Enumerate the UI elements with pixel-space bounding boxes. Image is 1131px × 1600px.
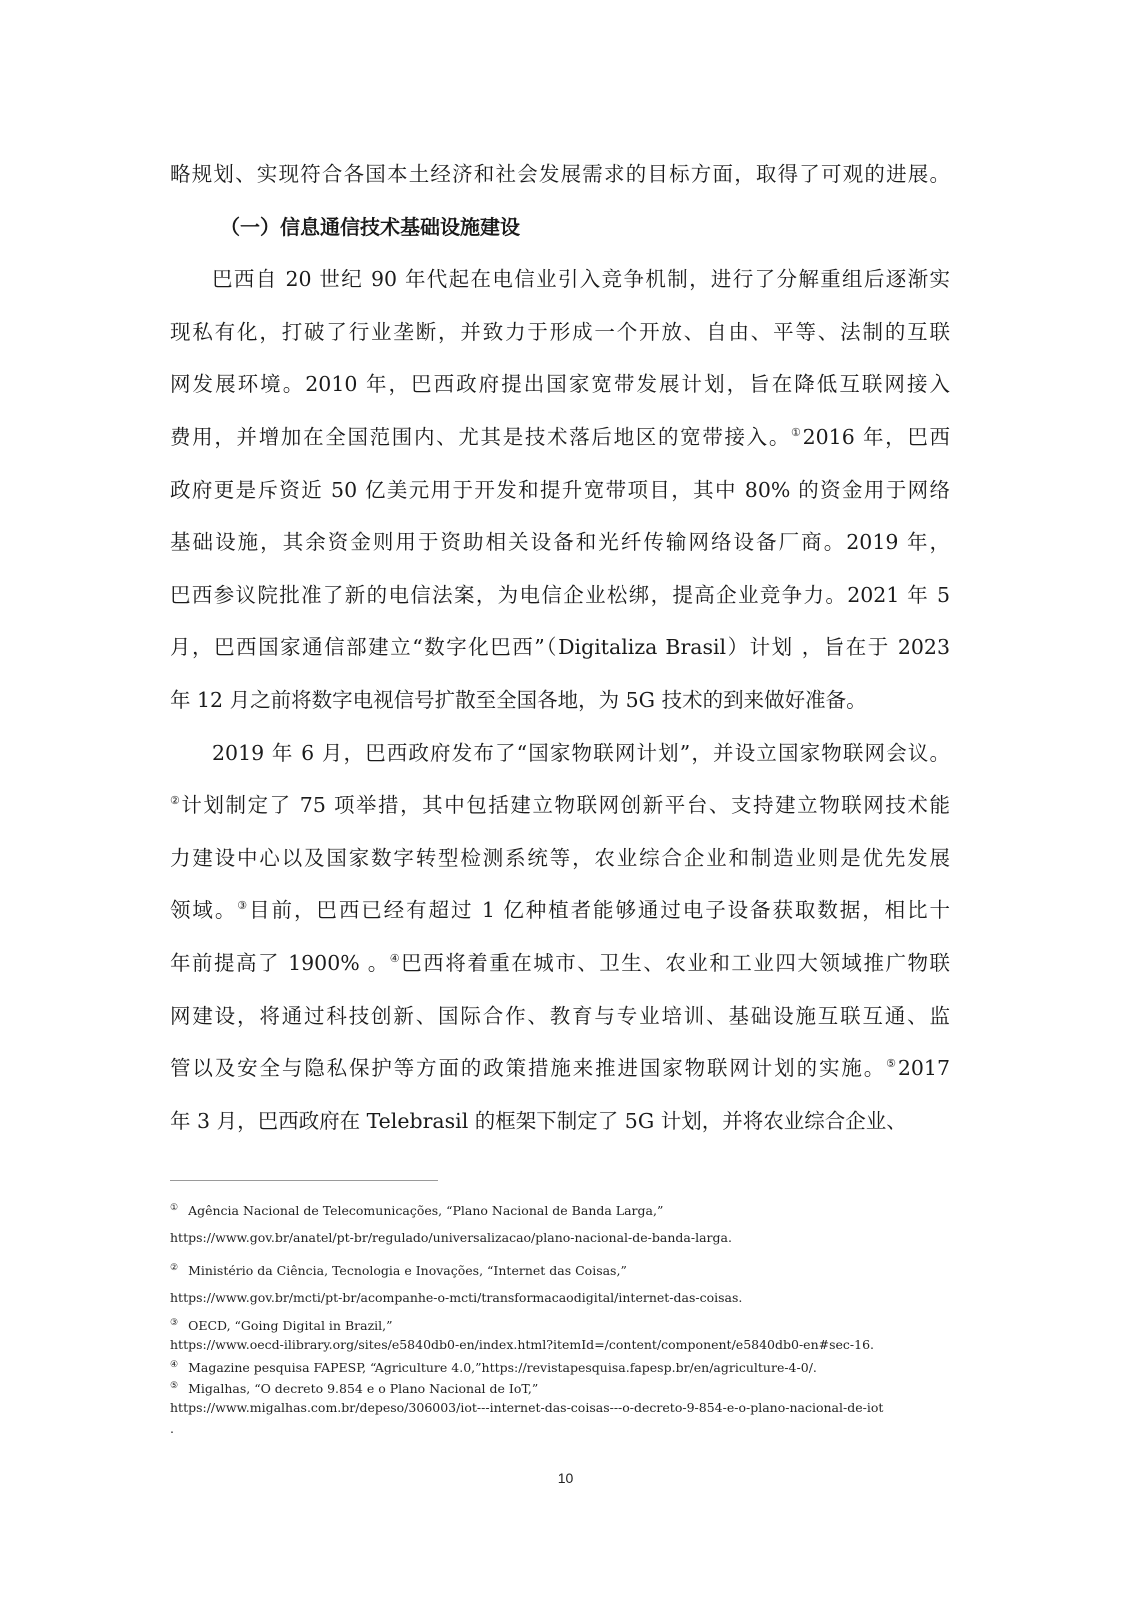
paragraph-2-line-5-text-a: 年前提高了 1900% 。 [170, 950, 390, 975]
paragraph-1-line-9: 年 12 月之前将数字电视信号扩散至全国各地，为 5G 技术的到来做好准备。 [170, 687, 867, 712]
footnote-1-url[interactable]: https://www.gov.br/anatel/pt-br/regulado/universalizacao/plano-nacional-de-banda-larga. [170, 1230, 732, 1245]
paragraph-2-line-3: 力建设中心以及国家数字转型检测系统等，农业综合企业和制造业则是优先发展 [170, 845, 950, 870]
paragraph-2-line-8: 年 3 月，巴西政府在 Telebrasil 的框架下制定了 5G 计划，并将农业综合企业、 [170, 1108, 907, 1133]
body-text [170, 148, 950, 1147]
paragraph-1-line-3: 网发展环境。2010 年，巴西政府提出国家宽带发展计划，旨在降低互联网接入 [170, 372, 950, 397]
paragraph-2-line-2-text: 计划制定了 75 项举措，其中包括建立物联网创新平台、支持建立物联网技术能 [181, 793, 950, 818]
paragraph-2-line-1: 2019 年 6 月，巴西政府发布了“国家物联网计划”，并设立国家物联网会议。 [212, 740, 950, 765]
footnote-ref-4[interactable]: ④ [389, 952, 402, 966]
footnote-5-tail: . [170, 1421, 174, 1436]
footnote-2-url[interactable]: https://www.gov.br/mcti/pt-br/acompanhe-o-mcti/transformacaodigital/internet-das-coisas. [170, 1290, 743, 1305]
footnotes [170, 1193, 950, 1439]
paragraph-2-line-2 [170, 779, 950, 832]
paragraph-2-line-4-text-a: 领域。 [170, 898, 238, 923]
paragraph-2-line-5 [170, 937, 950, 990]
paragraph-1-line-7: 巴西参议院批准了新的电信法案，为电信企业松绑，提高企业竞争力。2021 年 5 [170, 582, 950, 607]
paragraph-1-line-5: 政府更是斥资近 50 亿美元用于开发和提升宽带项目，其中 80% 的资金用于网络 [170, 477, 950, 502]
paragraph-1-line-2: 现私有化，打破了行业垄断，并致力于形成一个开放、自由、平等、法制的互联 [170, 319, 950, 344]
paragraph-1-line-6: 基础设施，其余资金则用于资助相关设备和光纤传输网络设备厂商。2019 年， [170, 530, 950, 555]
footnote-ref-5[interactable]: ⑤ [886, 1057, 898, 1071]
paragraph-1-line-4 [170, 411, 950, 464]
intro-line: 略规划、实现符合各国本土经济和社会发展需求的目标方面，取得了可观的进展。 [170, 162, 950, 186]
section-heading: （一）信息通信技术基础设施建设 [220, 214, 520, 239]
footnote-ref-1[interactable]: ① [791, 426, 803, 440]
paragraph-1-line-8: 月，巴西国家通信部建立“数字化巴西”（Digitaliza Brasil）计划 ，旨在于 2023 [170, 635, 950, 660]
paragraph-2-line-5-text-b: 巴西将着重在城市、卫生、农业和工业四大领域推广物联 [401, 950, 950, 975]
paragraph-2-line-7-text-b: 2017 [897, 1056, 950, 1081]
footnote-3-text: OECD, “Going Digital in Brazil,” [188, 1318, 393, 1334]
footnote-5-text: Migalhas, “O decreto 9.854 e o Plano Nacional de IoT,” [188, 1381, 539, 1397]
footnote-4-text-line [170, 1355, 950, 1376]
footnote-ref-3[interactable]: ③ [237, 899, 250, 913]
footnote-4-mark: ④ [170, 1360, 179, 1370]
paragraph-2-line-7 [170, 1042, 950, 1095]
footnote-3-text-line [170, 1313, 950, 1334]
footnote-1-text-line [170, 1193, 950, 1223]
footnote-1-mark: ① [170, 1203, 179, 1213]
footnote-3-url[interactable]: https://www.oecd-ilibrary.org/sites/e5840db0-en/index.html?itemId=/content/component/e5840db0-en#sec-16. [170, 1337, 875, 1352]
footnote-5-mark: ⑤ [170, 1381, 179, 1391]
footnote-1-text: Agência Nacional de Telecomunicações, “Plano Nacional de Banda Larga,” [188, 1203, 664, 1219]
footnote-divider [170, 1180, 438, 1181]
paragraph-1-line-4-text-b: 2016 年，巴西 [802, 424, 950, 449]
page-number: 10 [557, 1470, 574, 1486]
footnote-2-mark: ② [170, 1263, 179, 1273]
paragraph-1-line-4-text-a: 费用，并增加在全国范围内、尤其是技术落后地区的宽带接入。 [170, 424, 792, 449]
footnote-ref-2[interactable]: ② [170, 794, 182, 808]
footnote-2-text: Ministério da Ciência, Tecnologia e Inovações, “Internet das Coisas,” [188, 1263, 627, 1279]
footnote-3-mark: ③ [170, 1318, 179, 1328]
paragraph-2-line-4 [170, 884, 950, 937]
paragraph-2-line-4-text-b: 目前，巴西已经有超过 1 亿种植者能够通过电子设备获取数据，相比十 [249, 898, 950, 923]
footnote-5-text-line [170, 1376, 950, 1397]
footnote-5-url[interactable]: https://www.migalhas.com.br/depeso/306003/iot---internet-das-coisas---o-decreto-9-854-e-o-plano-nacional-de-iot [170, 1400, 884, 1415]
paragraph-2-line-6: 网建设，将通过科技创新、国际合作、教育与专业培训、基础设施互联互通、监 [170, 1003, 950, 1028]
paragraph-1-line-1: 巴西自 20 世纪 90 年代起在电信业引入竞争机制，进行了分解重组后逐渐实 [212, 267, 950, 292]
footnote-2-text-line [170, 1253, 950, 1283]
footnote-4-text: Magazine pesquisa FAPESP, “Agriculture 4.0,”https://revistapesquisa.fapesp.br/en/agriculture-4-0/. [188, 1360, 817, 1376]
paragraph-2-line-7-text-a: 管以及安全与隐私保护等方面的政策措施来推进国家物联网计划的实施。 [170, 1056, 887, 1081]
